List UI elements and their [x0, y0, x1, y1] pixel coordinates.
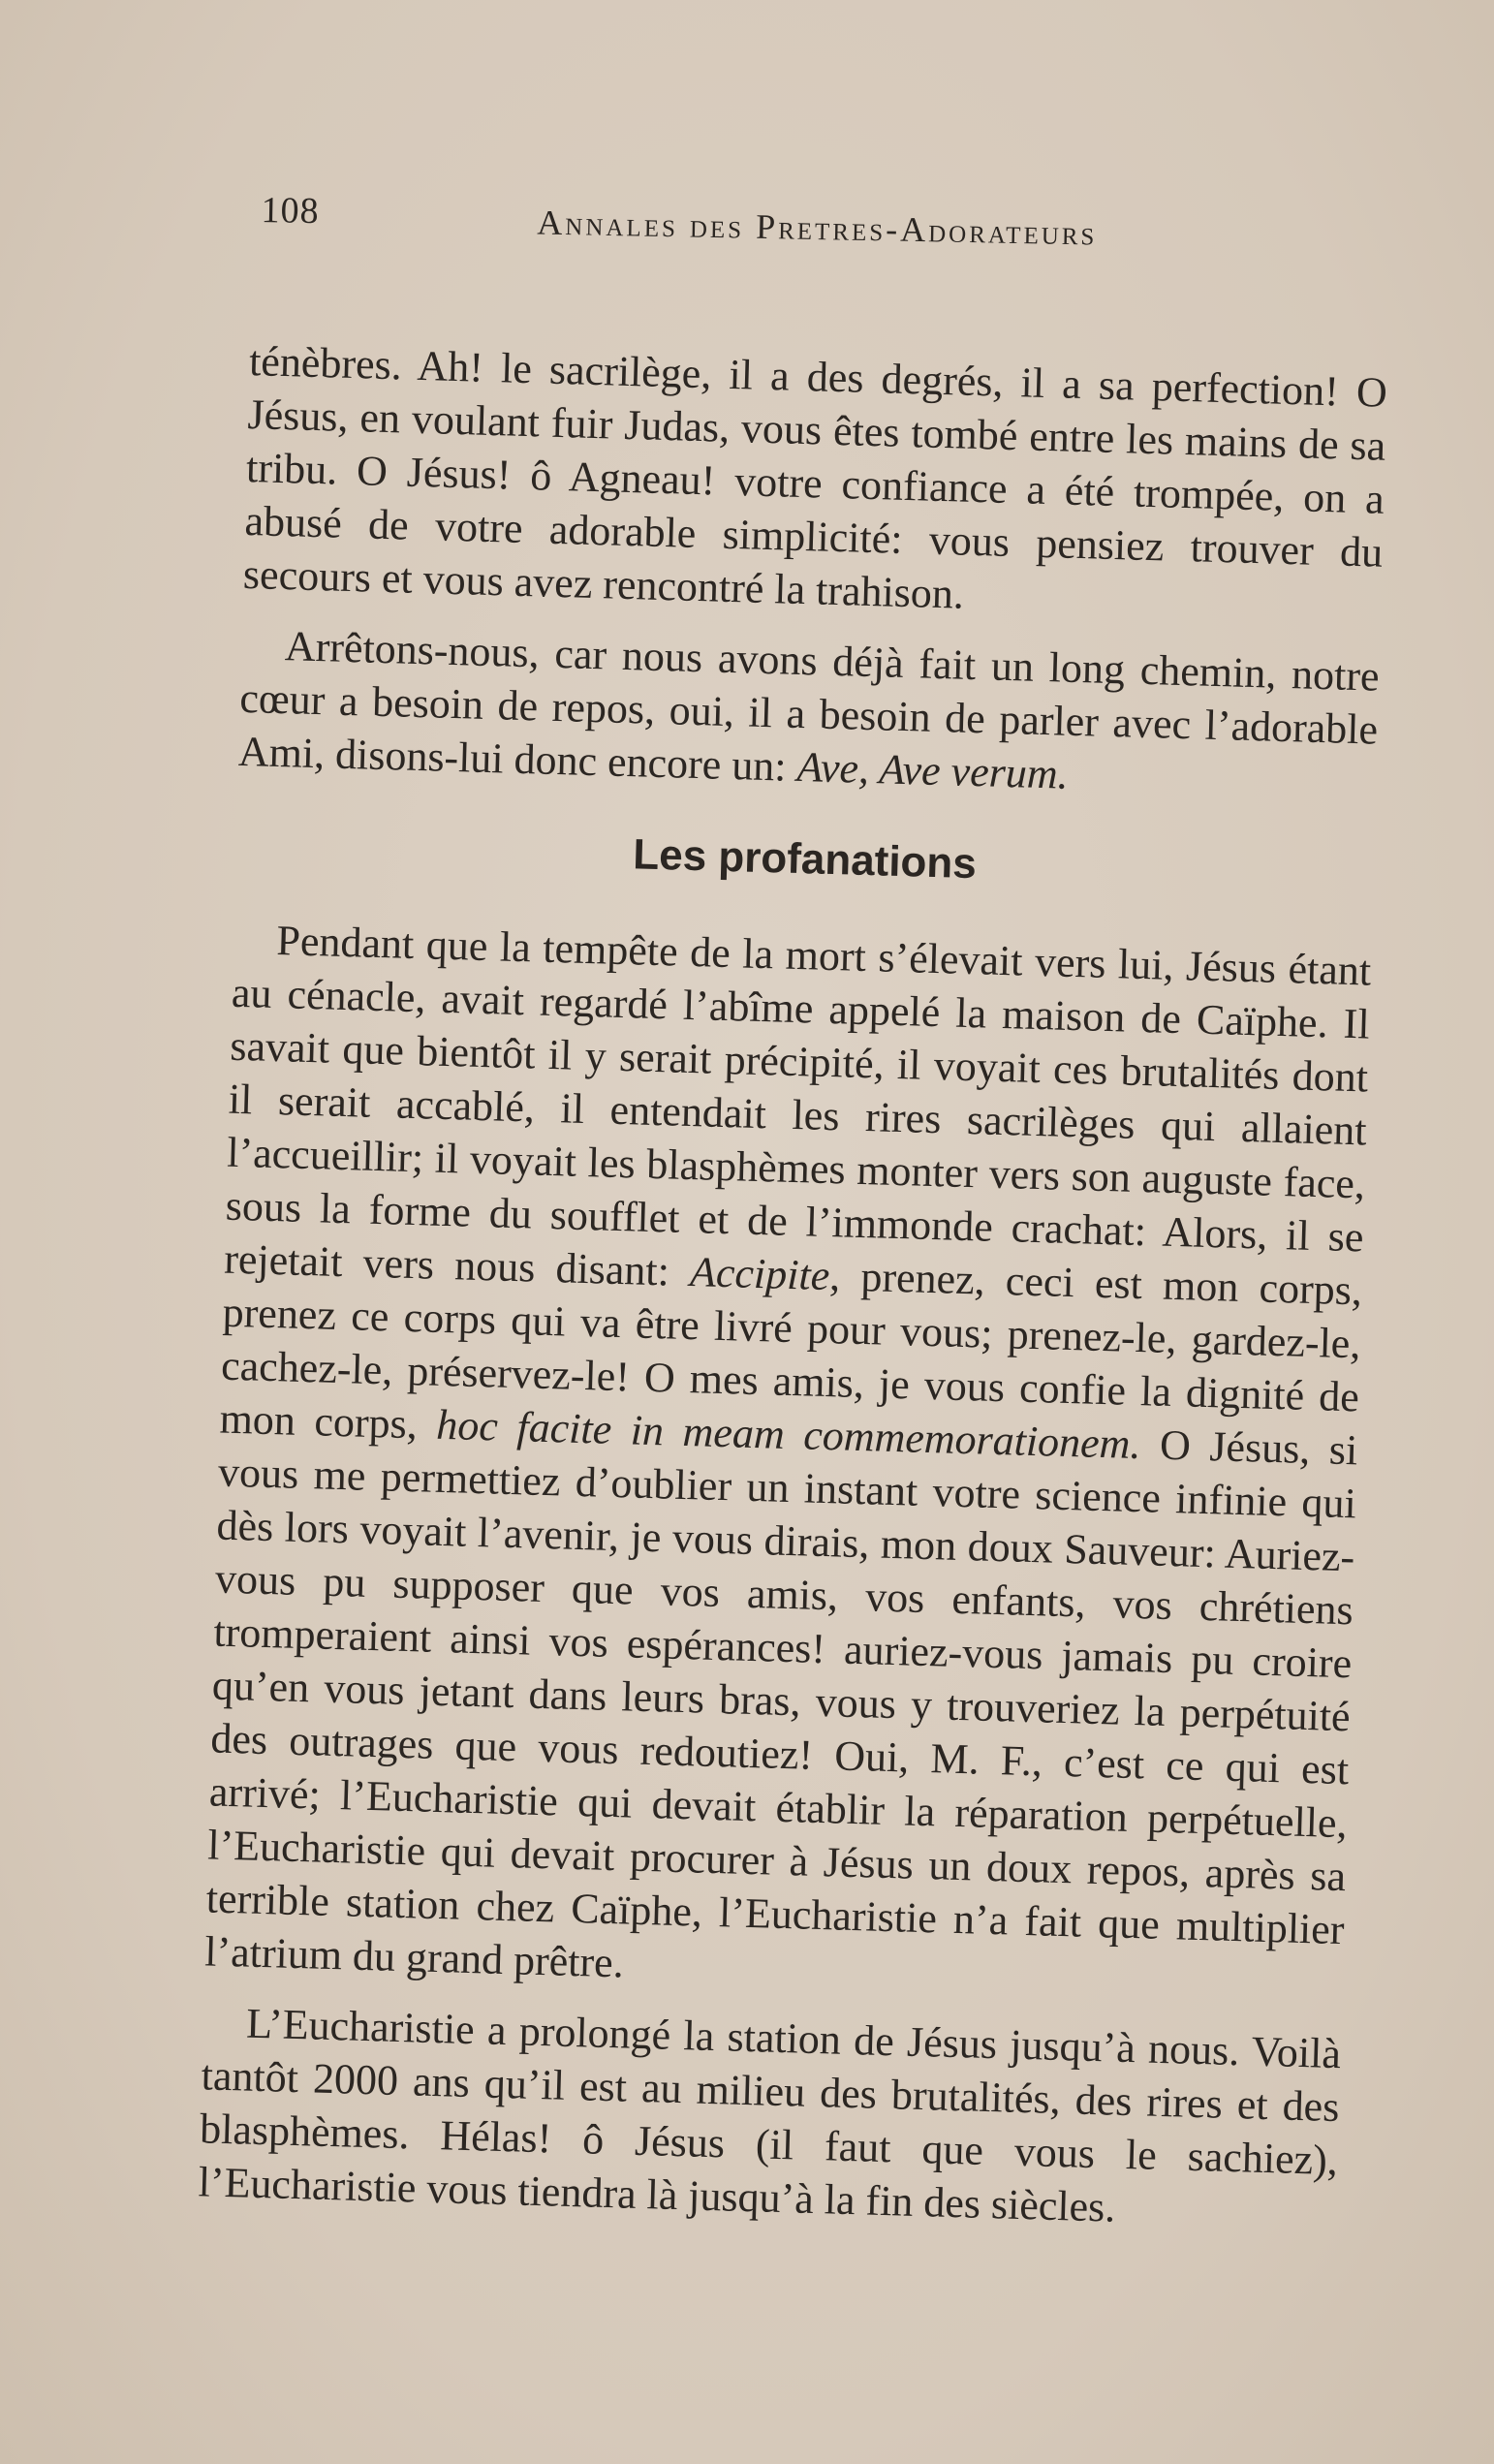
paragraph-3-italic-1: Accipite [689, 1248, 830, 1300]
paragraph-1: ténèbres. Ah! le sacrilège, il a des degrés, il a sa perfection! O Jésus, en voulant fuir Judas, vous êtes tombé entre les mains de sa tribu. O Jésus! ô Agneau! votre confiance a été trompée, on a abusé de votre adorable simplicité: vous pensiez trouver du secours et vous avez rencontré la trahison. [242, 336, 1388, 618]
section-title: Les profanations [632, 830, 978, 889]
page-number: 108 [261, 189, 320, 233]
running-head: Annales des Pretres-Adorateurs [537, 203, 1098, 253]
paragraph-3 [204, 913, 1372, 2010]
paragraph-3-part-c: O Jésus, si vous me permettiez d’oublier un instant votre science infinie qui dès lors voyait l’avenir, je vous dirais, mon doux Sauveur: Auriez-vous pu supposer que vos amis, vos enfants, vos chrétiens tromperaient ainsi vos espérances! auriez-vous jamais pu croire qu’en vous jetant dans leurs bras, vous y trouveriez la perpétuité des outrages que vous redoutiez! Oui, M. F., c’est ce qui est arrivé; l’Eucharistie qui devait établir la réparation perpétuelle, l’Eucharistie qui devait procurer à Jésus un doux repos, après sa terrible station chez Caïphe, l’Eucharistie n’a fait que multiplier l’atrium du grand prêtre. [203, 1420, 1358, 1987]
paragraph-3-part-b: , prenez, ceci est mon corps, prenez ce corps qui va être livré pour vous; prenez-le, gardez-le, cachez-le, préservez-le! O mes amis, je vous confie la dignité de mon corps, [219, 1252, 1363, 1449]
page-header [261, 189, 1230, 275]
paragraph-2-text: Arrêtons-nous, car nous avons déjà fait un long chemin, notre cœur a besoin de repos, oui, il a besoin de parler avec l’adorable Ami, disons-lui donc encore un: [237, 622, 1381, 791]
paragraph-3-part-a: Pendant que la tempête de la mort s’élevait vers lui, Jésus étant au cénacle, avait regardé l’abîme appelé la maison de Caïphe. Il savait que bientôt il y serait précipité, il voyait ces brutalités dont il serait accablé, il entendait les rires sacrilèges qui allaient l’accueillir; il voyait les blasphèmes monter vers son auguste face, sous la forme du soufflet et de l’immonde crachat: Alors, il se rejetait vers nous disant: [223, 917, 1372, 1296]
page-body [197, 334, 1387, 2258]
paragraph-2-italic: Ave, Ave verum. [795, 742, 1070, 798]
paragraph-3-italic-2: hoc facite in meam commemorationem. [435, 1400, 1142, 1469]
paragraph-2 [237, 618, 1380, 810]
paragraph-4: L’Eucharistie a prolongé la station de Jésus jusqu’à nous. Voilà tantôt 2000 ans qu’il est au milieu des brutalités, des rires et des blasphèmes. Hélas! ô Jésus (il faut que vous le sachiez), l’Eucharistie vous tiendra là jusqu’à la fin des siècles. [198, 1999, 1342, 2231]
